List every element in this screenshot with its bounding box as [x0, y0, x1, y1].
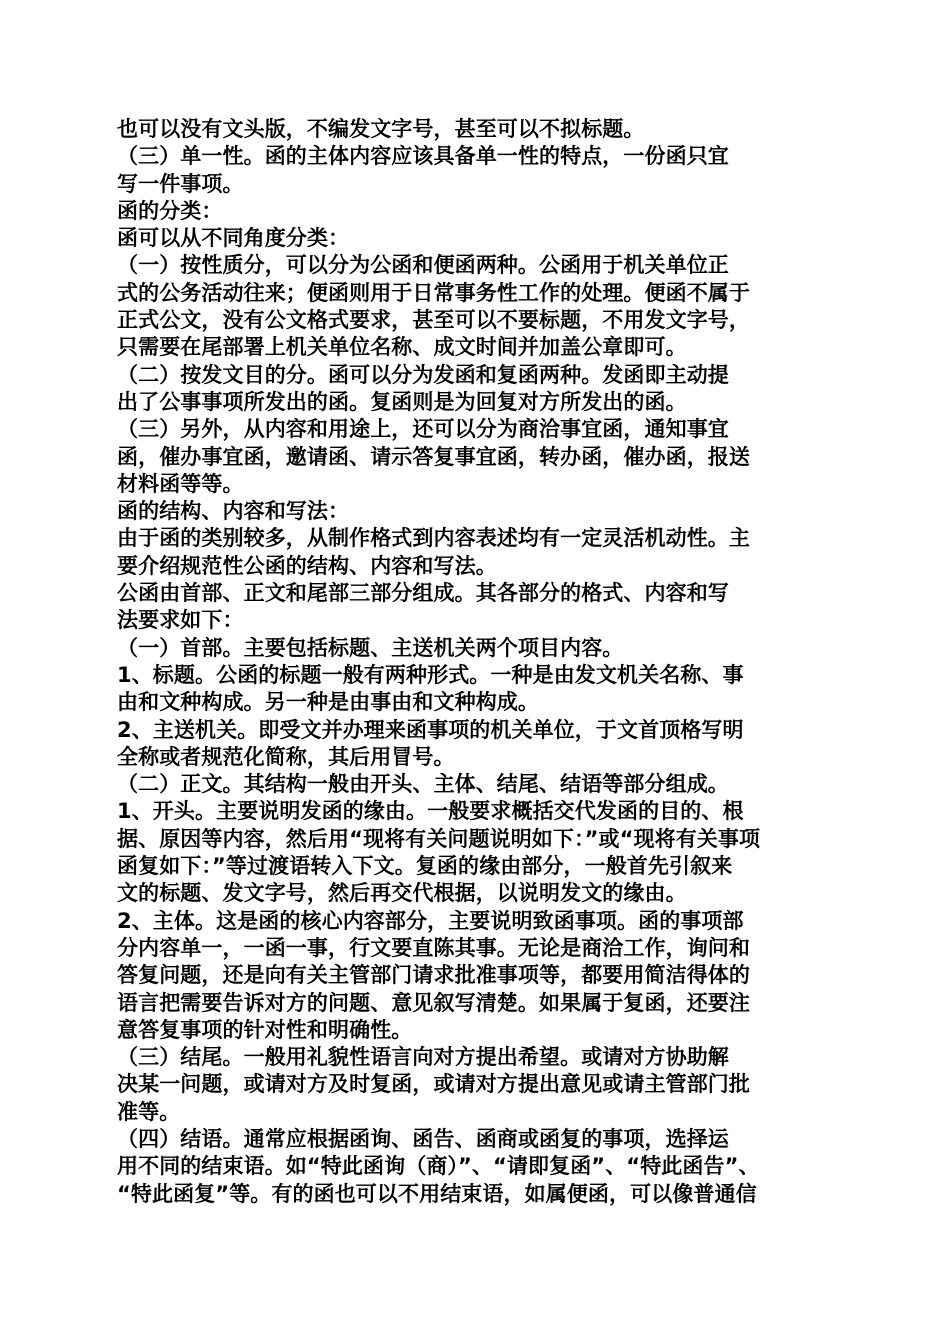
text-line: 1、标题。公函的标题一般有两种形式。一种是由发文机关名称、事	[117, 662, 744, 687]
text-line: （三）单一性。函的主体内容应该具备单一性的特点，一份函只宜	[117, 144, 729, 169]
text-line: 2、主送机关。即受文并办理来函事项的机关单位，于文首顶格写明	[117, 717, 744, 742]
text-line: 语言把需要告诉对方的问题、意见叙写清楚。如果属于复函，还要注	[117, 990, 750, 1015]
text-line: （二）按发文目的分。函可以分为发函和复函两种。发函即主动提	[117, 362, 729, 387]
text-line: 要介绍规范性公函的结构、内容和写法。	[117, 553, 497, 578]
text-line: 文的标题、发文字号，然后再交代根据，以说明发文的缘由。	[117, 881, 687, 906]
text-line: “特此函复”等。有的函也可以不用结束语，如属便函，可以像普通信	[117, 1181, 757, 1206]
section-heading: 函的结构、内容和写法：	[117, 499, 350, 524]
text-line: 正式公文，没有公文格式要求，甚至可以不要标题，不用发文字号，	[117, 308, 750, 333]
text-line: 决某一问题，或请对方及时复函，或请对方提出意见或请主管部门批	[117, 1072, 750, 1097]
section-heading: 函的分类：	[117, 198, 223, 223]
text-line: 法要求如下：	[117, 608, 244, 633]
text-line: 由和文种构成。另一种是由事由和文种构成。	[117, 690, 539, 715]
text-line: 函可以从不同角度分类：	[117, 226, 350, 251]
text-line: （三）结尾。一般用礼貌性语言向对方提出希望。或请对方协助解	[117, 1045, 729, 1070]
text-line: 只需要在尾部署上机关单位名称、成文时间并加盖公章即可。	[117, 335, 687, 360]
text-line: 也可以没有文头版，不编发文字号，甚至可以不拟标题。	[117, 117, 645, 141]
text-line: （三）另外，从内容和用途上，还可以分为商洽事宜函，通知事宜	[117, 417, 729, 442]
text-line: 全称或者规范化简称，其后用冒号。	[117, 744, 455, 769]
text-line: 分内容单一，一函一事，行文要直陈其事。无论是商洽工作，询问和	[117, 935, 750, 960]
text-line: 准等。	[117, 1099, 181, 1124]
text-line: 据、原因等内容，然后用“现将有关问题说明如下：”或“现将有关事项	[117, 826, 761, 851]
text-line: 意答复事项的针对性和明确性。	[117, 1017, 413, 1042]
text-line: 由于函的类别较多，从制作格式到内容表述均有一定灵活机动性。主	[117, 526, 750, 551]
document-body	[117, 116, 837, 1208]
text-line: （二）正文。其结构一般由开头、主体、结尾、结语等部分组成。	[117, 772, 729, 797]
text-line: （一）首部。主要包括标题、主送机关两个项目内容。	[117, 635, 624, 660]
text-line: （四）结语。通常应根据函询、函告、函商或函复的事项，选择运	[117, 1126, 729, 1151]
text-line: 用不同的结束语。如“特此函询（商）”、“请即复函”、“特此函告”、	[117, 1154, 760, 1179]
text-line: 答复问题，还是向有关主管部门请求批准事项等，都要用简洁得体的	[117, 963, 750, 988]
text-line: 写一件事项。	[117, 171, 244, 196]
text-line: 材料函等等。	[117, 471, 244, 496]
text-line: 式的公务活动往来；便函则用于日常事务性工作的处理。便函不属于	[117, 280, 750, 305]
text-line: 函复如下：”等过渡语转入下文。复函的缘由部分，一般首先引叙来	[117, 854, 733, 879]
text-line: 1、开头。主要说明发函的缘由。一般要求概括交代发函的目的、根	[117, 799, 744, 824]
text-line: 2、主体。这是函的核心内容部分，主要说明致函事项。函的事项部	[117, 908, 744, 933]
text-line: 函，催办事宜函，邀请函、请示答复事宜函，转办函，催办函，报送	[117, 444, 750, 469]
text-line: 公函由首部、正文和尾部三部分组成。其各部分的格式、内容和写	[117, 581, 729, 606]
text-line: （一）按性质分，可以分为公函和便函两种。公函用于机关单位正	[117, 253, 729, 278]
text-line: 出了公事事项所发出的函。复函则是为回复对方所发出的函。	[117, 389, 687, 414]
